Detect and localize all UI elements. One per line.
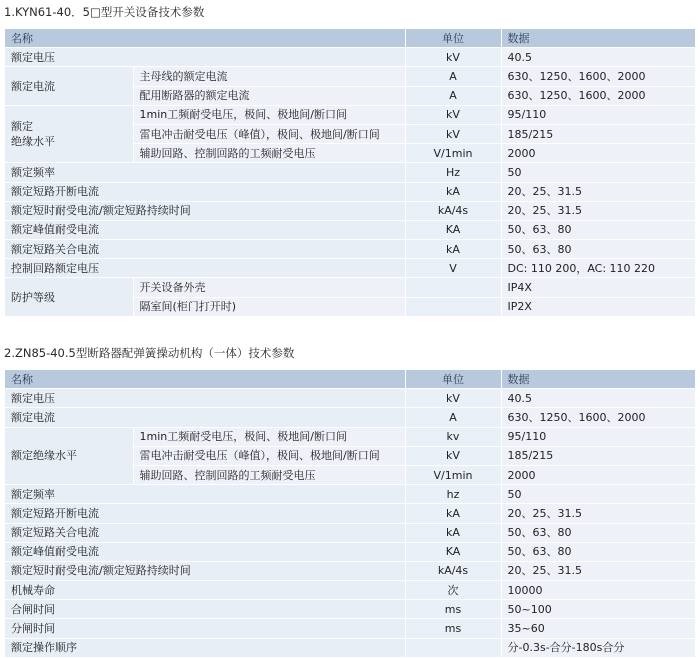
row-value: 185/215 — [501, 446, 695, 465]
table-row — [5, 105, 695, 124]
row-name: 额定短时耐受电流/额定短路持续时间 — [5, 561, 405, 580]
row-unit: KA — [405, 220, 501, 239]
row-value: 50~100 — [501, 600, 695, 619]
row-unit: A — [405, 408, 501, 427]
table-row — [5, 638, 695, 657]
row-value: 95/110 — [501, 427, 695, 446]
row-unit: ms — [405, 600, 501, 619]
row-sub-label: 1min工频耐受电压，极间、极地间/断口间 — [133, 105, 405, 124]
row-sub-label: 开关设备外壳 — [133, 278, 405, 297]
row-value: 50 — [501, 485, 695, 504]
row-sub-label: 主母线的额定电流 — [133, 67, 405, 86]
row-unit — [405, 278, 501, 297]
row-value: 630、1250、1600、2000 — [501, 67, 695, 86]
row-unit: kV — [405, 48, 501, 67]
row-name: 额定短路开断电流 — [5, 182, 405, 201]
table-row — [5, 240, 695, 259]
table-row — [5, 542, 695, 561]
row-value: 20、25、31.5 — [501, 182, 695, 201]
row-sub-label: 配用断路器的额定电流 — [133, 86, 405, 105]
row-unit: kA — [405, 523, 501, 542]
row-value: DC: 110 200，AC: 110 220 — [501, 259, 695, 278]
row-name: 额定短时耐受电流/额定短路持续时间 — [5, 201, 405, 220]
row-value: 40.5 — [501, 389, 695, 408]
row-sub-label: 雷电冲击耐受电压（峰值），极间、极地间/断口间 — [133, 446, 405, 465]
row-unit: A — [405, 67, 501, 86]
row-unit: kv — [405, 427, 501, 446]
row-name: 防护等级 — [5, 278, 133, 316]
row-name: 额定短路开断电流 — [5, 504, 405, 523]
row-name: 额定峰值耐受电流 — [5, 542, 405, 561]
row-name: 合闸时间 — [5, 600, 405, 619]
row-name: 额定电流 — [5, 408, 405, 427]
row-name: 额定峰值耐受电流 — [5, 220, 405, 239]
row-value: 630、1250、1600、2000 — [501, 86, 695, 105]
row-unit: kV — [405, 389, 501, 408]
row-value: 50、63、80 — [501, 220, 695, 239]
table-row — [5, 259, 695, 278]
table-row — [5, 220, 695, 239]
table-row — [5, 48, 695, 67]
row-sub-label: 雷电冲击耐受电压（峰值），极间、极地间/断口间 — [133, 124, 405, 143]
row-value: 95/110 — [501, 105, 695, 124]
header-unit: 单位 — [405, 370, 501, 389]
row-unit: 次 — [405, 581, 501, 600]
row-sub-label: 隔室间(柜门打开时) — [133, 297, 405, 316]
table-row — [5, 278, 695, 297]
row-name: 额定电压 — [5, 389, 405, 408]
row-name: 额定短路关合电流 — [5, 523, 405, 542]
row-sub-label: 辅助回路、控制回路的工频耐受电压 — [133, 465, 405, 484]
row-unit: kV — [405, 446, 501, 465]
row-name-multiline — [5, 105, 133, 163]
row-unit: kA/4s — [405, 201, 501, 220]
header-name: 名称 — [5, 29, 405, 48]
table-row — [5, 504, 695, 523]
row-name: 额定绝缘水平 — [5, 427, 133, 485]
row-value: 10000 — [501, 581, 695, 600]
row-value: 2000 — [501, 144, 695, 163]
row-name: 额定频率 — [5, 485, 405, 504]
table-header-row — [5, 370, 695, 389]
header-data: 数据 — [501, 29, 695, 48]
row-unit: V — [405, 259, 501, 278]
row-unit — [405, 297, 501, 316]
row-value: 185/215 — [501, 124, 695, 143]
table-row — [5, 408, 695, 427]
zn85-spec-table — [5, 369, 695, 657]
row-name: 机械寿命 — [5, 581, 405, 600]
row-unit: kV — [405, 124, 501, 143]
kyn61-spec-table — [5, 28, 695, 316]
row-value: 2000 — [501, 465, 695, 484]
table-row — [5, 485, 695, 504]
row-value: 50、63、80 — [501, 240, 695, 259]
row-name: 控制回路额定电压 — [5, 259, 405, 278]
row-unit: Hz — [405, 163, 501, 182]
row-value: 分-0.3s-合分-180s合分 — [501, 638, 695, 657]
row-unit: kA/4s — [405, 561, 501, 580]
row-unit: A — [405, 86, 501, 105]
row-name-line1: 额定 — [11, 120, 33, 134]
row-unit: hz — [405, 485, 501, 504]
row-unit: kA — [405, 240, 501, 259]
row-value: 20、25、31.5 — [501, 504, 695, 523]
table-row — [5, 427, 695, 446]
row-value: 20、25、31.5 — [501, 201, 695, 220]
table-row — [5, 389, 695, 408]
row-name: 额定操作顺序 — [5, 638, 405, 657]
row-sub-label: 辅助回路、控制回路的工频耐受电压 — [133, 144, 405, 163]
row-name: 分闸时间 — [5, 619, 405, 638]
row-value: 20、25、31.5 — [501, 561, 695, 580]
row-value: 630、1250、1600、2000 — [501, 408, 695, 427]
row-unit: kV — [405, 105, 501, 124]
row-name-line2: 绝缘水平 — [11, 135, 55, 149]
row-value: 50 — [501, 163, 695, 182]
section1-title: 1.KYN61-40．5□型开关设备技术参数 — [4, 5, 205, 19]
table-row — [5, 182, 695, 201]
row-unit: KA — [405, 542, 501, 561]
row-unit: ms — [405, 619, 501, 638]
row-unit — [405, 638, 501, 657]
section2-title: 2.ZN85-40.5型断路器配弹簧操动机构（一体）技术参数 — [4, 346, 295, 360]
row-sub-label: 1min工频耐受电压，极间、极地间/断口间 — [133, 427, 405, 446]
header-name: 名称 — [5, 370, 405, 389]
table-row — [5, 163, 695, 182]
header-data: 数据 — [501, 370, 695, 389]
row-value: IP4X — [501, 278, 695, 297]
row-value: IP2X — [501, 297, 695, 316]
table-row — [5, 600, 695, 619]
table-row — [5, 619, 695, 638]
row-value: 35~60 — [501, 619, 695, 638]
table-row — [5, 581, 695, 600]
row-unit: V/1min — [405, 144, 501, 163]
row-value: 50、63、80 — [501, 523, 695, 542]
row-name: 额定电流 — [5, 67, 133, 105]
row-unit: kA — [405, 182, 501, 201]
row-value: 50、63、80 — [501, 542, 695, 561]
header-unit: 单位 — [405, 29, 501, 48]
row-value: 40.5 — [501, 48, 695, 67]
row-unit: V/1min — [405, 465, 501, 484]
table-row — [5, 201, 695, 220]
table-header-row — [5, 29, 695, 48]
table-row — [5, 523, 695, 542]
row-name: 额定短路关合电流 — [5, 240, 405, 259]
table-row — [5, 67, 695, 86]
row-unit: kA — [405, 504, 501, 523]
table-row — [5, 561, 695, 580]
row-name: 额定频率 — [5, 163, 405, 182]
row-name: 额定电压 — [5, 48, 405, 67]
